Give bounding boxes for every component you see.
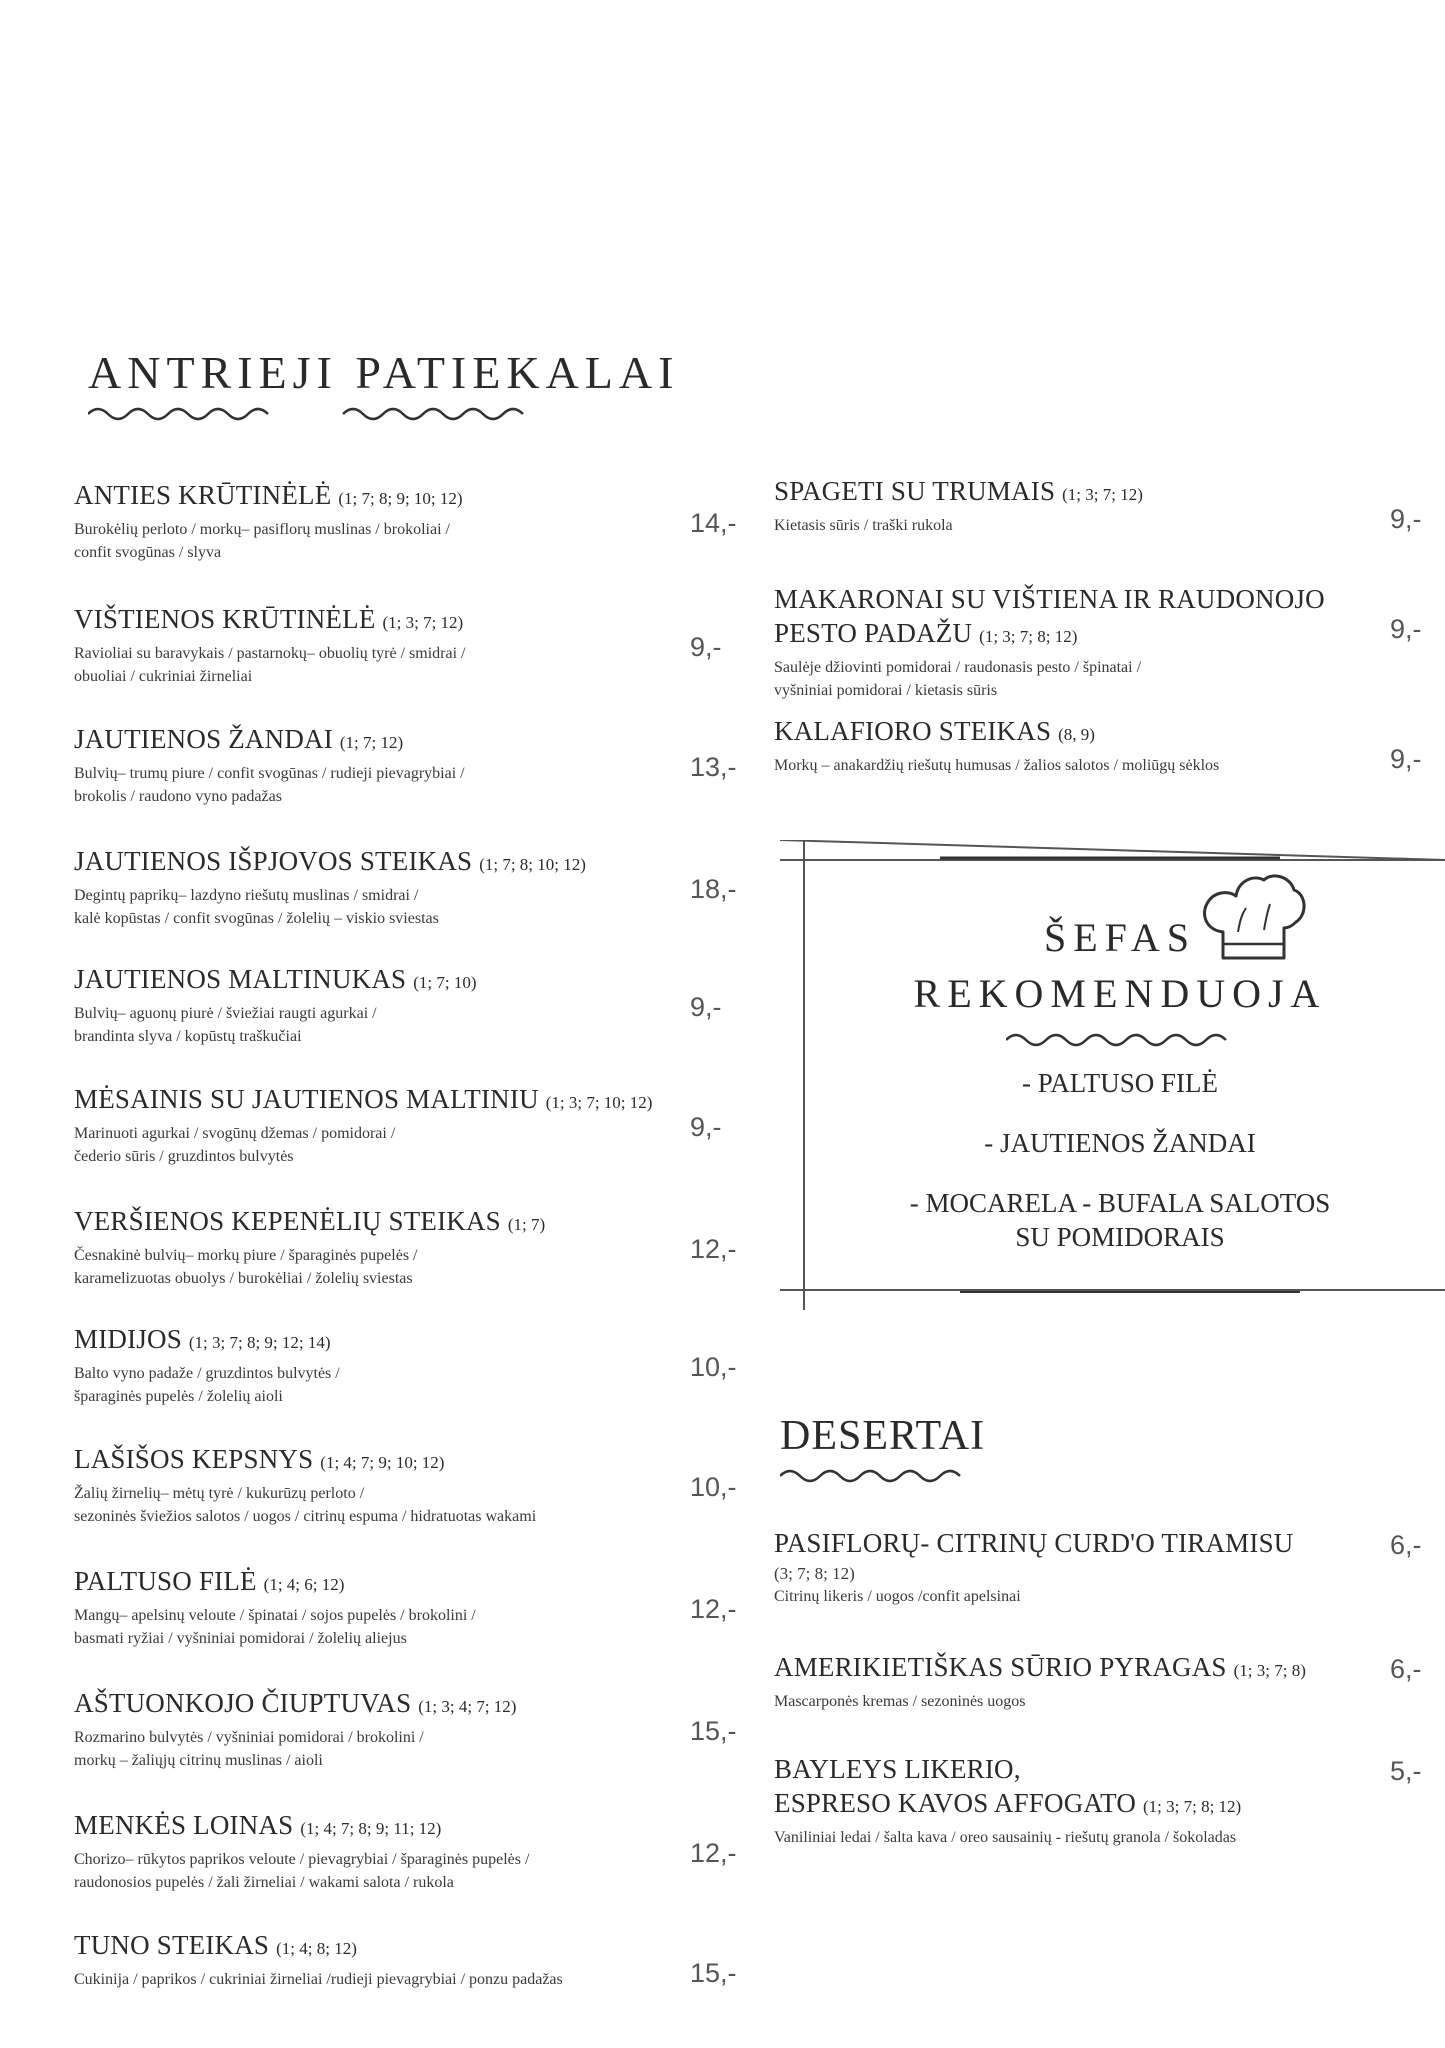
- item-price: 9,-: [690, 992, 722, 1022]
- menu-item: [74, 1928, 714, 1991]
- menu-item: [774, 714, 1374, 777]
- section-title-desserts: DESERTAI: [780, 1413, 986, 1459]
- item-description: Vaniliniai ledai / šalta kava / oreo sausainių - riešutų granola / šokoladas: [774, 1829, 1237, 1846]
- item-description: sezoninės šviežios salotos / uogos / citrinų espuma / hidratuotas wakami: [74, 1508, 537, 1525]
- item-price: 12,-: [690, 1838, 737, 1868]
- menu-item: [774, 582, 1364, 702]
- item-name: MĖSAINIS SU JAUTIENOS MALTINIU: [74, 1084, 539, 1114]
- item-name-line2: PESTO PADAŽU: [774, 618, 973, 648]
- menu-item: [74, 844, 694, 930]
- item-name: PASIFLORŲ- CITRINŲ CURD'O TIRAMISU: [774, 1528, 1294, 1558]
- menu-item: [74, 478, 674, 564]
- item-description: Morkų – anakardžių riešutų humusas / žalios salotos / moliūgų sėklos: [774, 757, 1220, 774]
- item-name: ANTIES KRŪTINĖLĖ: [74, 480, 332, 510]
- item-allergens: (3; 7; 8; 12): [774, 1564, 855, 1583]
- menu-item: [74, 962, 674, 1048]
- item-description: Bulvių– trumų piure / confit svogūnas / rudieji pievagrybiai /: [74, 765, 465, 782]
- wave-divider-icon: [1006, 1026, 1236, 1050]
- item-price: 9,-: [1390, 614, 1422, 644]
- item-price: 12,-: [690, 1594, 737, 1624]
- menu-item: [74, 1808, 714, 1894]
- wave-divider-icon: [88, 400, 568, 424]
- menu-item: [774, 1650, 1374, 1713]
- menu-item: [74, 1204, 674, 1290]
- item-description: Žalių žirnelių– mėtų tyrė / kukurūzų perloto /: [74, 1485, 365, 1502]
- item-description: confit svogūnas / slyva: [74, 544, 222, 561]
- item-description: Cukinija / paprikos / cukriniai žirneliai /rudieji pievagrybiai / ponzu padažas: [74, 1971, 563, 1988]
- chef-title-line2: REKOMENDUOJA: [913, 971, 1327, 1016]
- item-description: Mascarponės kremas / sezoninės uogos: [774, 1693, 1026, 1710]
- item-allergens: (1; 3; 4; 7; 12): [418, 1697, 517, 1716]
- item-price: 6,-: [1390, 1530, 1422, 1560]
- item-allergens: (1; 3; 7; 8; 12): [1142, 1797, 1242, 1816]
- item-price: 9,-: [690, 1112, 722, 1142]
- item-allergens: (1; 3; 7; 8; 12): [979, 627, 1078, 646]
- item-allergens: (1; 7; 8; 10; 12): [479, 855, 586, 874]
- item-description: Mangų– apelsinų veloute / špinatai / sojos pupelės / brokolini /: [74, 1607, 476, 1624]
- item-description: kalė kopūstas / confit svogūnas / žolelių – viskio sviestas: [74, 910, 439, 927]
- section-title-main-courses: ANTRIEJI PATIEKALAI: [88, 347, 680, 398]
- item-price: 9,-: [690, 632, 722, 662]
- item-description: Marinuoti agurkai / svogūnų džemas / pomidorai /: [74, 1125, 396, 1142]
- item-description: karamelizuotas obuolys / burokėliai / žolelių sviestas: [74, 1270, 413, 1287]
- chef-title-line1: ŠEFAS: [1043, 915, 1197, 960]
- item-name-line2: ESPRESO KAVOS AFFOGATO: [774, 1788, 1137, 1818]
- item-price: 14,-: [690, 508, 737, 538]
- item-allergens: (1; 7; 8; 9; 10; 12): [338, 489, 463, 508]
- item-price: 9,-: [1390, 744, 1422, 774]
- item-name: MAKARONAI SU VIŠTIENA IR RAUDONOJO: [774, 584, 1325, 614]
- menu-item: [774, 1526, 1374, 1608]
- item-description: šparaginės pupelės / žolelių aioli: [74, 1388, 283, 1405]
- item-allergens: (1; 4; 7; 9; 10; 12): [320, 1453, 445, 1472]
- item-description: čederio sūris / gruzdintos bulvytės: [74, 1148, 294, 1165]
- item-price: 10,-: [690, 1472, 737, 1502]
- menu-item: [774, 474, 1354, 537]
- item-name: MENKĖS LOINAS: [74, 1810, 294, 1840]
- item-allergens: (1; 3; 7; 10; 12): [545, 1093, 653, 1112]
- item-description: Citrinų likeris / uogos /confit apelsinai: [774, 1588, 1021, 1605]
- item-name: PALTUSO FILĖ: [74, 1566, 257, 1596]
- item-allergens: (1; 3; 7; 12): [1062, 485, 1143, 504]
- item-name: JAUTIENOS ŽANDAI: [74, 724, 333, 754]
- item-name: JAUTIENOS MALTINUKAS: [74, 964, 407, 994]
- item-description: Chorizo– rūkytos paprikos veloute / pievagrybiai / šparaginės pupelės /: [74, 1851, 530, 1868]
- menu-item: [74, 722, 674, 808]
- menu-item: [74, 1082, 714, 1168]
- menu-item: [74, 1564, 674, 1650]
- chef-recommends-box: [780, 840, 1445, 1310]
- item-allergens: (1; 7): [507, 1215, 546, 1234]
- item-allergens: (1; 4; 8; 12): [276, 1939, 357, 1958]
- item-description: Kietasis sūris / traški rukola: [774, 517, 953, 534]
- item-name: AŠTUONKOJO ČIUPTUVAS: [74, 1688, 412, 1718]
- menu-item: [74, 1442, 714, 1528]
- item-description: brandinta slyva / kopūstų traškučiai: [74, 1028, 302, 1045]
- item-description: Ravioliai su baravykais / pastarnokų– obuolių tyrė / smidrai /: [74, 645, 466, 662]
- chef-recommendation: - PALTUSO FILĖ: [1021, 1068, 1219, 1098]
- item-price: 15,-: [690, 1716, 737, 1746]
- menu-item: [74, 602, 674, 688]
- item-price: 18,-: [690, 874, 737, 904]
- item-name: VIŠTIENOS KRŪTINĖLĖ: [74, 604, 376, 634]
- item-description: basmati ryžiai / vyšniniai pomidorai / žolelių aliejus: [74, 1630, 407, 1647]
- item-name: SPAGETI SU TRUMAIS: [774, 476, 1056, 506]
- item-description: Burokėlių perloto / morkų– pasiflorų muslinas / brokoliai /: [74, 521, 450, 538]
- item-allergens: (1; 3; 7; 12): [382, 613, 464, 632]
- item-allergens: (1; 3; 7; 8; 9; 12; 14): [188, 1333, 331, 1352]
- item-name: MIDIJOS: [74, 1324, 182, 1354]
- item-price: 13,-: [690, 752, 737, 782]
- item-price: 5,-: [1390, 1756, 1422, 1786]
- menu-item: [74, 1322, 674, 1408]
- item-price: 6,-: [1390, 1654, 1422, 1684]
- item-name: KALAFIORO STEIKAS: [774, 716, 1052, 746]
- item-price: 12,-: [690, 1234, 737, 1264]
- item-price: 15,-: [690, 1958, 737, 1988]
- item-name: VERŠIENOS KEPENĖLIŲ STEIKAS: [74, 1206, 501, 1236]
- item-description: raudonosios pupelės / žali žirneliai / wakami salota / rukola: [74, 1874, 454, 1891]
- item-description: Česnakinė bulvių– morkų piure / šparaginės pupelės /: [74, 1247, 418, 1264]
- item-allergens: (1; 4; 6; 12): [263, 1575, 345, 1594]
- item-price: 9,-: [1390, 504, 1422, 534]
- item-description: Bulvių– aguonų piurė / šviežiai raugti agurkai /: [74, 1005, 377, 1022]
- item-name: LAŠIŠOS KEPSNYS: [74, 1444, 314, 1474]
- item-name: TUNO STEIKAS: [74, 1930, 270, 1960]
- item-allergens: (1; 7; 12): [339, 733, 404, 752]
- item-name: JAUTIENOS IŠPJOVOS STEIKAS: [74, 846, 473, 876]
- item-description: Degintų paprikų– lazdyno riešutų muslinas / smidrai /: [74, 887, 419, 904]
- item-description: Saulėje džiovinti pomidorai / raudonasis pesto / špinatai /: [774, 659, 1142, 676]
- item-description: brokolis / raudono vyno padažas: [74, 788, 282, 805]
- item-description: obuoliai / cukriniai žirneliai: [74, 668, 253, 685]
- item-description: morkų – žaliųjų citrinų muslinas / aioli: [74, 1752, 323, 1769]
- menu-item: [774, 1752, 1394, 1849]
- menu-item: [74, 1686, 674, 1772]
- item-price: 10,-: [690, 1352, 737, 1382]
- item-description: vyšniniai pomidorai / kietasis sūris: [774, 682, 998, 699]
- item-allergens: (1; 3; 7; 8): [1233, 1661, 1306, 1680]
- item-allergens: (1; 4; 7; 8; 9; 11; 12): [300, 1819, 442, 1838]
- chef-recommendation: SU POMIDORAIS: [1015, 1222, 1225, 1252]
- chef-recommendation: - JAUTIENOS ŽANDAI: [984, 1128, 1256, 1158]
- item-name: BAYLEYS LIKERIO,: [774, 1754, 1021, 1784]
- chef-recommendation: - MOCARELA - BUFALA SALOTOS: [909, 1188, 1331, 1218]
- item-allergens: (1; 7; 10): [413, 973, 477, 992]
- item-description: Rozmarino bulvytės / vyšniniai pomidorai / brokolini /: [74, 1729, 424, 1746]
- item-description: Balto vyno padaže / gruzdintos bulvytės /: [74, 1365, 340, 1382]
- wave-divider-icon: [780, 1462, 980, 1486]
- item-name: AMERIKIETIŠKAS SŪRIO PYRAGAS: [774, 1652, 1227, 1682]
- item-allergens: (8, 9): [1058, 725, 1095, 744]
